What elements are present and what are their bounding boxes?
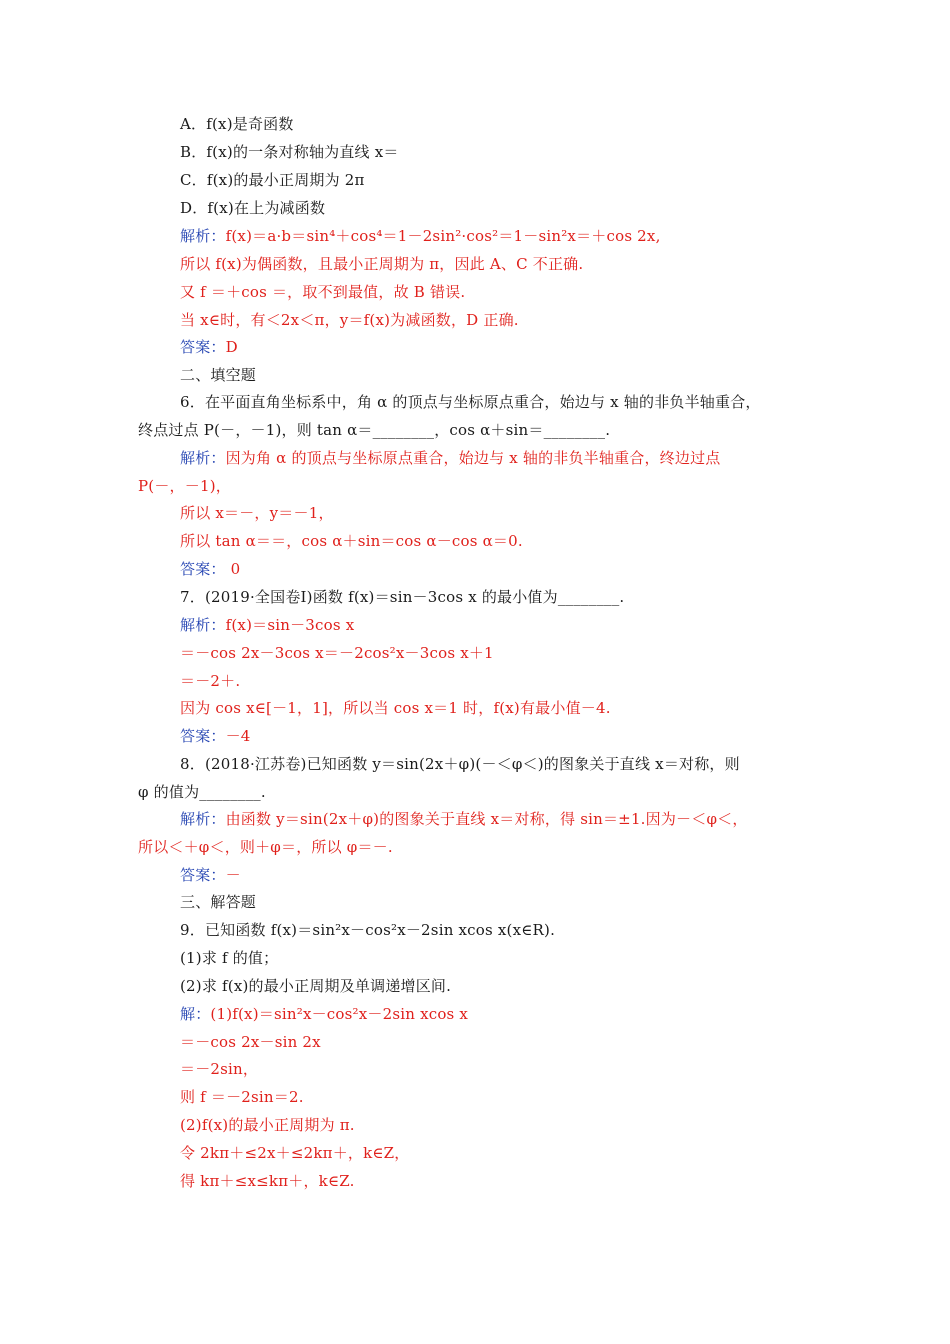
text-line [180,948,278,968]
text-line [180,865,241,885]
text-segment: 7．(2019·全国卷Ⅰ)函数 f(x)＝sin－3cos x 的最小值为________. [180,588,625,606]
text-segment: A．f(x)是奇函数 [180,115,294,133]
text-line [180,531,523,551]
text-segment: ＝－2＋. [180,672,241,690]
text-segment: ＝－cos 2x－sin 2x [180,1033,321,1051]
text-segment: (1)求 f 的值； [180,949,279,967]
text-line [180,559,240,579]
text-segment: －4 [225,727,251,745]
text-line [180,170,365,190]
answer-label: 答案： [180,560,226,578]
text-segment: 因为 cos x∈[－1，1]，所以当 cos x＝1 时，f(x)有最小值－4. [180,699,611,717]
text-line [180,587,624,607]
text-segment: ＝－2sin， [180,1060,259,1078]
text-segment: 0 [225,560,241,578]
text-segment: 又 f ＝＋cos ＝，取不到最值，故 B 错误. [180,283,466,301]
text-line [180,726,251,746]
text-segment: D．f(x)在上为减函数 [180,199,326,217]
text-segment: P(－，－1)， [138,477,231,495]
text-segment: 得 kπ＋≤x≤kπ＋，k∈Z. [180,1172,355,1190]
text-line [138,420,610,440]
text-segment: － [225,866,241,884]
text-segment: φ 的值为________. [138,783,266,801]
text-line [180,892,256,912]
text-segment: 8．(2018·江苏卷)已知函数 y＝sin(2x＋φ)(－＜φ＜)的图象关于直线 x＝对称，则 [180,755,740,773]
text-line [180,809,748,829]
text-segment: 终点过点 P(－，－1)，则 tan α＝________，cos α＋sin＝________. [138,421,611,439]
text-line [180,643,494,663]
text-line [180,448,720,468]
text-segment: B．f(x)的一条对称轴为直线 x＝ [180,143,399,161]
text-line [180,254,583,274]
text-line [180,337,238,357]
text-segment: D [225,338,238,356]
text-line [180,142,399,162]
text-line [180,1087,304,1107]
text-segment: 所以 x＝－，y＝－1， [180,504,334,522]
text-line [180,1004,468,1024]
text-segment: C．f(x)的最小正周期为 2π [180,171,365,189]
text-line [180,226,661,246]
answer-label: 答案： [180,727,226,745]
text-segment: f(x)＝a·b＝sin⁴＋cos⁴＝1－2sin²·cos²＝1－sin²x＝＋cos 2x, [225,227,661,245]
text-line [138,837,393,857]
text-segment: 6．在平面直角坐标系中，角 α 的顶点与坐标原点重合，始边与 x 轴的非负半轴重合， [180,393,761,411]
text-segment: 所以 tan α＝＝，cos α＋sin＝cos α－cos α＝0. [180,532,523,550]
answer-label: 答案： [180,866,226,884]
text-line [180,754,740,774]
text-line [180,392,761,412]
text-line [180,698,611,718]
text-segment: ＝－cos 2x－3cos x＝－2cos²x－3cos x＋1 [180,644,494,662]
answer-label: 解析： [180,449,226,467]
text-line [180,1171,355,1191]
answer-label: 解： [180,1005,211,1023]
text-segment: 由函数 y＝sin(2x＋φ)的图象关于直线 x＝对称，得 sin＝±1.因为－＜φ＜， [225,810,748,828]
text-segment: (2)求 f(x)的最小正周期及单调递增区间. [180,977,452,995]
text-segment: 因为角 α 的顶点与坐标原点重合，始边与 x 轴的非负半轴重合，终边过点 [225,449,721,467]
text-line [180,976,451,996]
text-line [180,920,555,940]
text-line [180,198,325,218]
text-segment: 令 2kπ＋≤2x＋≤2kπ＋，k∈Z， [180,1144,410,1162]
text-line [180,1115,355,1135]
text-segment: f(x)＝sin－3cos x [225,616,355,634]
text-segment: 所以 f(x)为偶函数，且最小正周期为 π，因此 A、C 不正确. [180,255,584,273]
text-segment: (1)f(x)＝sin²x－cos²x－2sin xcos x [210,1005,469,1023]
text-line [138,782,266,802]
answer-label: 解析： [180,616,226,634]
text-segment: (2)f(x)的最小正周期为 π. [180,1116,355,1134]
text-segment: 则 f ＝－2sin＝2. [180,1088,304,1106]
text-line [180,615,354,635]
answer-label: 解析： [180,810,226,828]
text-line [180,671,240,691]
answer-label: 答案： [180,338,226,356]
text-line [138,476,231,496]
text-segment: 9．已知函数 f(x)＝sin²x－cos²x－2sin xcos x(x∈R). [180,921,556,939]
text-segment: 当 x∈时，有＜2x＜π，y＝f(x)为减函数，D 正确. [180,311,519,329]
answer-label: 解析： [180,227,226,245]
text-line [180,1143,410,1163]
text-segment: 三、解答题 [180,893,257,911]
text-segment: 所以＜＋φ＜，则＋φ＝，所以 φ＝－. [138,838,393,856]
text-line [180,282,465,302]
text-line [180,114,294,134]
text-segment: 二、填空题 [180,366,257,384]
text-line [180,503,334,523]
text-line [180,365,256,385]
text-line [180,1059,258,1079]
text-line [180,1032,321,1052]
text-line [180,310,519,330]
